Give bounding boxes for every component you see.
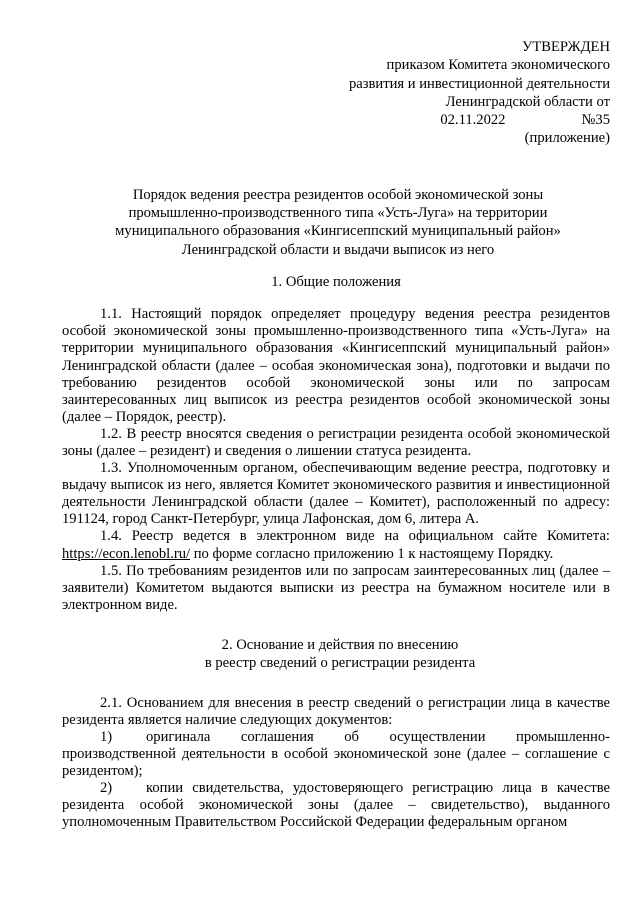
paragraph-1-1 xyxy=(62,306,610,426)
section-1-heading-text: 1. Общие положения xyxy=(271,273,401,290)
section-2-heading xyxy=(62,636,610,673)
paragraph-text: по форме согласно приложению 1 к настоящему Порядку. xyxy=(193,545,554,562)
list-item-2 xyxy=(62,780,610,831)
approval-heading: УТВЕРЖДЕН xyxy=(522,39,610,55)
paragraph-text: По требованиям резидентов или по запросам заинтересованных лиц (далее – заявители) Комитетом выдаются выписки из реестра на бумажном носителе или в электронном виде. xyxy=(62,562,610,613)
approval-date: 02.11.2022 xyxy=(440,112,506,129)
approval-line: развития и инвестиционной деятельности xyxy=(348,75,610,92)
approval-stamp xyxy=(62,38,610,148)
approval-number: №35 xyxy=(581,112,610,129)
document-title xyxy=(62,186,610,259)
section-2-heading-text: в реестр сведений о регистрации резидента xyxy=(204,655,476,672)
title-line: муниципального образования «Кингисеппский муниципальный район» xyxy=(115,223,561,240)
section-1-heading xyxy=(62,273,610,291)
paragraph-text: Настоящий порядок определяет процедуру ведения реестра резидентов особой экономической зоны промышленно-производственного типа «Усть-Луга» на территории муниципального образования «Кингисеппский муниципальный район» Ленинградской области (далее – особая экономическая зона), подготовки и выдачи по требованию резидентов особой экономической зоны или по запросам заинтересованных лиц выписок из реестра резидентов особой экономической зоны (далее – Порядок, реестр). xyxy=(62,306,610,425)
paragraph-text: Основанием для внесения в реестр сведений о регистрации лица в качестве резидента является наличие следующих документов: xyxy=(62,694,611,728)
title-line: Ленинградской области и выдачи выписок из него xyxy=(181,241,495,258)
list-item-number: 2) xyxy=(100,780,113,797)
paragraph-number: 1.5. xyxy=(100,562,122,579)
approval-line: приказом Комитета экономического xyxy=(386,57,610,74)
paragraph-number: 2.1. xyxy=(100,694,122,711)
approval-line: Ленинградской области от xyxy=(445,93,610,110)
paragraph-2-1 xyxy=(62,695,610,729)
approval-appendix: (приложение) xyxy=(524,130,610,147)
paragraph-text: Реестр ведется в электронном виде на официальном сайте Комитета: xyxy=(131,528,610,545)
econ-lenobl-link[interactable]: https://econ.lenobl.ru/ xyxy=(62,545,191,562)
paragraph-text: В реестр вносятся сведения о регистрации резидента особой экономической зоны (далее – резидент) и сведения о лишении статуса резидента. xyxy=(62,425,610,460)
paragraph-number: 1.1. xyxy=(100,306,122,323)
paragraph-text: Уполномоченным органом, обеспечивающим ведение реестра, подготовку и выдачу выписок из него, является Комитет экономического развития и инвестиционной деятельности Ленинградской области (далее – Комитет), расположенный по адресу: 191124, город Санкт-Петербург, улица Лафонская, дом 6, литера А. xyxy=(62,460,610,528)
approval-date-number xyxy=(62,111,610,129)
section-2-heading-text: 2. Основание и действия по внесению xyxy=(221,636,459,653)
paragraph-number: 1.2. xyxy=(100,425,122,442)
title-line: Порядок ведения реестра резидентов особой экономической зоны xyxy=(132,186,544,203)
paragraph-1-4 xyxy=(62,528,610,562)
list-item-text: оригинала соглашения об осуществлении промышленно-производственной деятельности в особой экономической зоне (далее – соглашение с резидентом); xyxy=(62,728,610,779)
paragraph-1-2 xyxy=(62,426,610,460)
list-item-number: 1) xyxy=(100,728,113,745)
list-item-text: копии свидетельства, удостоверяющего регистрацию лица в качестве резидента особой экономической зоны (далее – свидетельство), выданного уполномоченным Правительством Российской Федерации федеральным органом xyxy=(62,780,610,831)
paragraph-number: 1.4. xyxy=(100,528,122,545)
title-line: промышленно-производственного типа «Усть-Луга» на территории xyxy=(128,205,548,222)
paragraph-number: 1.3. xyxy=(100,460,122,477)
list-item-1 xyxy=(62,729,610,780)
paragraph-1-5 xyxy=(62,563,610,614)
paragraph-1-3 xyxy=(62,460,610,528)
